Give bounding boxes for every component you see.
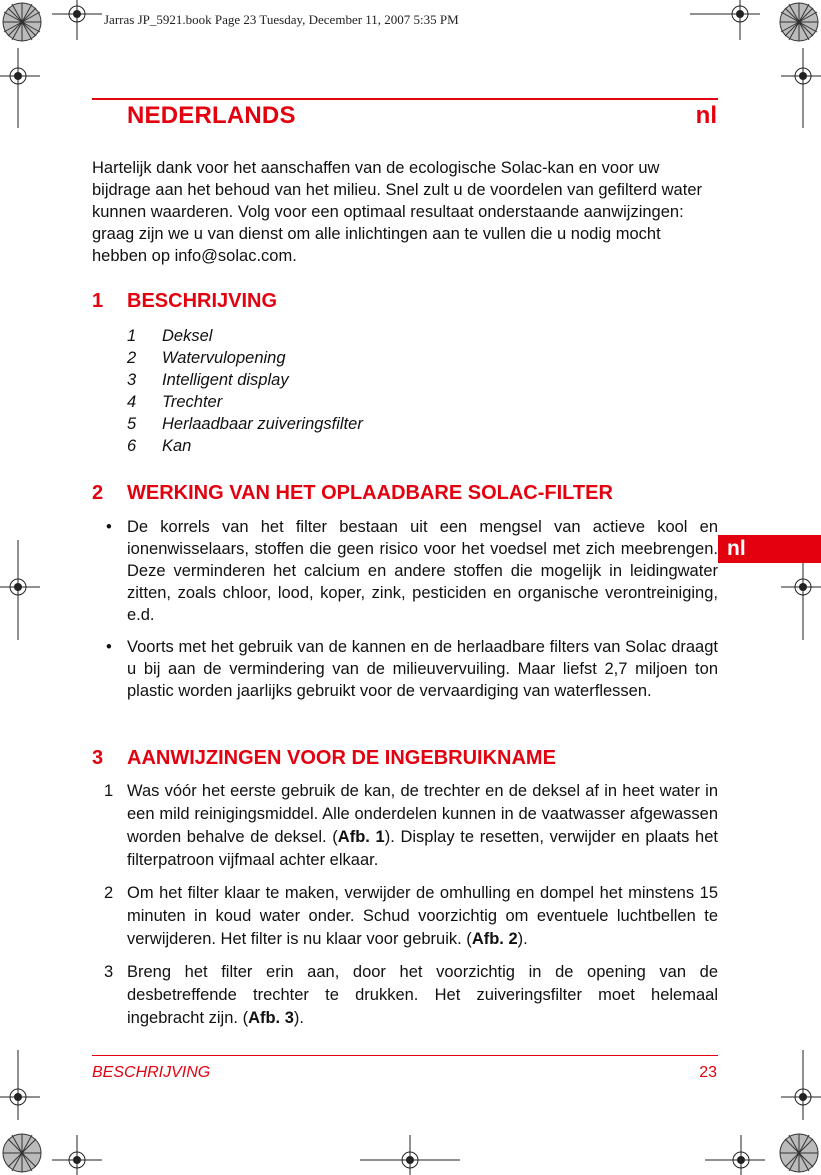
list-item: 5 Herlaadbaar zuiveringsfilter — [127, 415, 363, 433]
list-item: • Voorts met het gebruik van de kannen en de herlaadbare filters van Solac draagt u bij aan de vermindering van de milieuvervuiling. Maar liefst 2,7 miljoen ton plastic worden jaarlijks gebruikt voor de vervaardiging van waterflessen. — [106, 638, 718, 700]
crosshair-mark-left-bottom — [0, 1050, 40, 1120]
header-rule — [92, 98, 718, 100]
section-1-heading — [92, 290, 277, 313]
list-item: 1 Deksel — [127, 327, 213, 345]
print-slug: Jarras JP_5921.book Page 23 Tuesday, December 11, 2007 5:35 PM — [104, 12, 459, 27]
crosshair-mark-left-top — [0, 48, 40, 128]
footer-section-name: BESCHRIJVING — [92, 1064, 211, 1081]
crosshair-mark-bottom-left — [52, 1135, 102, 1175]
list-item: 2 Watervulopening — [127, 349, 286, 367]
crosshair-mark-right-bottom — [781, 1050, 821, 1120]
language-side-tab: nl — [718, 535, 821, 563]
crosshair-mark-left-middle — [0, 540, 40, 640]
section-number: 1 — [92, 290, 104, 312]
crosshair-mark-bottom-right — [705, 1135, 765, 1175]
footer-rule — [92, 1055, 718, 1056]
section-title: AANWIJZINGEN VOOR DE INGEBRUIKNAME — [127, 747, 556, 769]
bullet-icon: • — [106, 518, 112, 536]
intro-paragraph: Hartelijk dank voor het aanschaffen van de ecologische Solac-kan en voor uw bijdrage aan het behoud van het milieu. Snel zult u de voordelen van gefilterd water kunnen waarderen. Volg voor een optimaal resultaat onderstaande aanwijzingen: graag zijn we u van dienst om alle inlichtingen aan te vullen die u nodig mocht hebben op info@solac.com. — [92, 159, 702, 265]
list-item: 3 Breng het filter erin aan, door het voorzichtig in de opening van de desbetreffende trechter te drukken. Het zuiveringsfilter moet helemaal ingebracht zijn. (Afb. 3). — [104, 963, 718, 1027]
steps-list — [92, 780, 718, 1040]
list-item: • De korrels van het filter bestaan uit een mengsel van actieve kool en ionenwisselaars, stoffen die geen risico voor het voedsel met zich meebrengen. Deze verminderen het calcium en andere stoffen die mogelijk in leidingwater zitten, zoals chloor, lood, koper, zink, pesticiden en organische verontreiniging, e.d. — [106, 518, 718, 624]
crosshair-mark-right-top — [781, 48, 821, 128]
list-item: 4 Trechter — [127, 393, 223, 411]
registration-mark-bottom-left — [0, 1119, 56, 1175]
section-title: WERKING VAN HET OPLAADBARE SOLAC-FILTER — [127, 482, 613, 504]
crosshair-mark-top — [52, 0, 102, 40]
list-item: 3 Intelligent display — [127, 371, 289, 389]
section-2-heading — [92, 482, 613, 505]
bullet-icon: • — [106, 638, 112, 656]
list-item: 2 Om het filter klaar te maken, verwijder de omhulling en dompel het minstens 15 minuten in koud water onder. Schud voorzichtig om eventuele luchtbellen te verwijderen. Het filter is nu klaar voor gebruik. (Afb. 2). — [104, 884, 718, 948]
language-code: nl — [695, 102, 717, 129]
page-number: 23 — [699, 1064, 717, 1081]
section-number: 2 — [92, 482, 104, 504]
bullet-list — [92, 516, 718, 712]
crosshair-mark-top-right — [690, 0, 760, 40]
registration-mark-bottom-right — [765, 1119, 821, 1175]
parts-list — [127, 325, 363, 457]
section-number: 3 — [92, 747, 104, 769]
section-title: BESCHRIJVING — [127, 290, 278, 312]
section-3-heading — [92, 747, 556, 770]
page-title: NEDERLANDS — [127, 102, 296, 129]
list-item: 6 Kan — [127, 437, 192, 455]
crosshair-mark-bottom-center — [360, 1135, 460, 1175]
list-item: 1 Was vóór het eerste gebruik de kan, de trechter en de deksel af in heet water in een mild reinigingsmiddel. Alle onderdelen kunnen in de vaatwasser afgewassen worden behalve de deksel. (Afb. 1). Display te resetten, verwijder en plaats het filterpatroon vijfmaal achter elkaar. — [104, 782, 718, 869]
